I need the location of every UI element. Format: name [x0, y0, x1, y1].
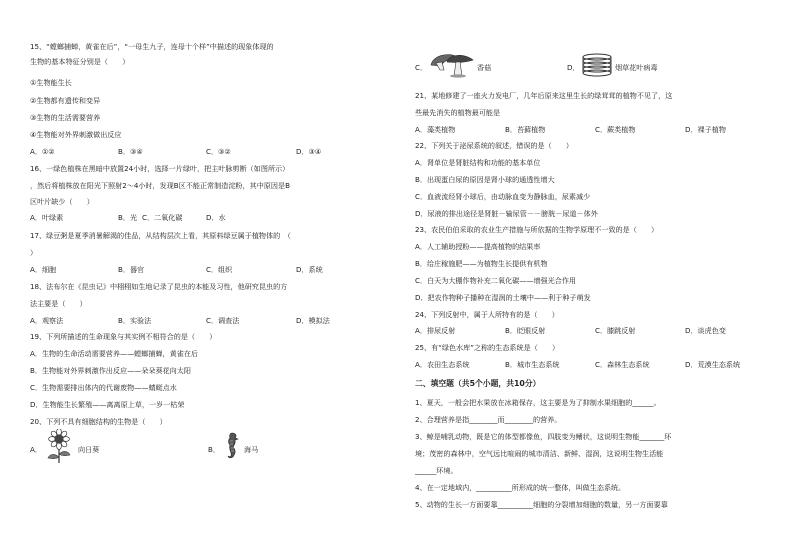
- q15-stem-line1: 15、“螳螂捕蝉，黄雀在后”，“一母生九子，连母十个样”中描述的现象体现的: [30, 42, 274, 51]
- q24-stem: 24、下列反射中，属于人所特有的是（ ）: [415, 310, 559, 319]
- q23-option-d[interactable]: D．把农作物种子播种在湿润的土壤中——利于种子萌发: [415, 293, 591, 302]
- blank-5: 5、动物的生长一方面要靠__________细胞的分裂增加细胞的数量，另一方面要靠: [415, 500, 668, 509]
- q20-option-b-letter[interactable]: B．: [208, 445, 220, 454]
- q15-option-c[interactable]: C．③②: [206, 147, 231, 156]
- q18-options: [30, 317, 400, 327]
- q16-options: [30, 214, 400, 224]
- q15-item-2: ②生物都有遗传和变异: [30, 96, 101, 105]
- q20-option-a-label[interactable]: 向日葵: [78, 445, 100, 454]
- mushroom-illustration: [429, 52, 475, 78]
- sunflower-illustration: [43, 429, 75, 463]
- left-column: [30, 0, 405, 550]
- q17-option-b[interactable]: B．器官: [118, 265, 145, 274]
- q24-option-a[interactable]: A．排尿反射: [415, 326, 456, 335]
- q16-line1: 16、一绿色植株在黑暗中放置24小时，选择一片绿叶，把主叶脉剪断（如图所示）: [30, 164, 290, 173]
- q24-option-d[interactable]: D．谈虎色变: [685, 326, 726, 335]
- seahorse-illustration: [224, 431, 240, 463]
- q21-option-b[interactable]: B．苔藓植物: [505, 125, 546, 134]
- q18-option-d[interactable]: D．模拟法: [296, 316, 330, 325]
- q15-item-1: ①生物能生长: [30, 78, 72, 87]
- q16-option-b[interactable]: B．光: [118, 213, 138, 222]
- q20-option-d-label[interactable]: 烟草花叶病毒: [615, 63, 658, 72]
- q20-stem: 20、下列不具有细胞结构的生物是（ ）: [30, 417, 167, 426]
- q22-option-a[interactable]: A．肾单位是肾脏结构和功能的基本单位: [415, 158, 541, 167]
- q20-option-c-label[interactable]: 香菇: [477, 63, 492, 72]
- blank-2: 2、合理营养是指________而________的营养。: [415, 415, 562, 424]
- q21-line1: 21、某地修建了一座火力发电厂，几年后原来这里生长的绿茸茸的植物不见了，这: [415, 91, 673, 100]
- q19-option-a[interactable]: A．生物的生命活动需要营养——螳螂捕蝉，黄雀在后: [30, 349, 199, 358]
- q17-line2: ）: [30, 248, 38, 257]
- q17-option-a[interactable]: A．细胞: [30, 265, 57, 274]
- q25-options: [415, 361, 785, 371]
- q16-option-c[interactable]: C．二氧化碳: [142, 213, 183, 222]
- q23-stem: 23、农民伯伯采取的农业生产措施与所依据的生物学原理不一致的是（ ）: [415, 225, 659, 234]
- q23-option-b[interactable]: B．给庄稼施肥——为植物生长提供有机物: [415, 259, 548, 268]
- q15-item-4: ④生物能对外界刺激做出反应: [30, 130, 122, 139]
- q22-option-c[interactable]: C．血液流经肾小球后，由动脉血变为静脉血，尿素减少: [415, 192, 591, 201]
- q21-line2: 些最先消失的植物最可能是: [415, 108, 501, 117]
- q21-option-c[interactable]: C．蕨类植物: [595, 125, 636, 134]
- q18-option-b[interactable]: B．实验法: [118, 316, 152, 325]
- tobacco-mosaic-virus-illustration: [581, 53, 613, 77]
- q23-option-c[interactable]: C．白天为大棚作物补充二氧化碳——增强光合作用: [415, 276, 577, 285]
- q17-options: [30, 266, 400, 276]
- q25-option-d[interactable]: D．荒漠生态系统: [685, 360, 741, 369]
- q25-option-c[interactable]: C．森林生态系统: [595, 360, 650, 369]
- q21-options: [415, 126, 785, 136]
- q25-stem: 25、有“绿色水库”之称的生态系统是（ ）: [415, 343, 560, 352]
- q15-options: [30, 148, 400, 158]
- q19-option-d[interactable]: D．生物能生长繁殖——离离原上草，一岁一枯荣: [30, 400, 185, 409]
- q22-option-b[interactable]: B．出现蛋白尿的原因是肾小球的通透性增大: [415, 175, 555, 184]
- q24-option-b[interactable]: B．眨眼反射: [505, 326, 546, 335]
- right-column: [415, 0, 790, 550]
- q19-stem: 19、下列所描述的生命现象与其实例不相符合的是（ ）: [30, 332, 217, 341]
- q15-option-b[interactable]: B．③④: [118, 147, 143, 156]
- q25-option-b[interactable]: B．城市生态系统: [505, 360, 560, 369]
- q15-option-a[interactable]: A．①②: [30, 147, 55, 156]
- q24-options: [415, 327, 785, 337]
- q20-option-b-label[interactable]: 海马: [244, 445, 259, 454]
- q25-option-a[interactable]: A．农田生态系统: [415, 360, 470, 369]
- q22-option-d[interactable]: D．尿液的排出途径是肾脏－输尿管－－膀胱－尿道－体外: [415, 209, 598, 218]
- q16-line3: 区叶片缺少（ ）: [30, 197, 94, 206]
- q24-option-c[interactable]: C．膝跳反射: [595, 326, 636, 335]
- q20-option-d-letter[interactable]: D．: [567, 63, 580, 72]
- q17-option-d[interactable]: D．系统: [296, 265, 323, 274]
- q18-option-a[interactable]: A．观察法: [30, 316, 64, 325]
- q15-stem-line2: 生物的基本特征分别是（ ）: [30, 57, 130, 66]
- blank-3-line3: ______环境。: [415, 466, 458, 475]
- q18-line1: 18、法布尔在《昆虫记》中栩栩如生地记录了昆虫的本能及习性，他研究昆虫的方: [30, 282, 288, 291]
- blank-1: 1、夏天，一般会把水果放在冰箱保存，这主要是为了抑制水果细胞的______。: [415, 398, 661, 407]
- section-2-title: 二、填空题（共5个小题，共10分）: [415, 379, 541, 388]
- q20-option-c-letter[interactable]: C．: [415, 63, 428, 72]
- q15-item-3: ③生物的生活需要营养: [30, 113, 101, 122]
- q19-option-b[interactable]: B．生物能对外界刺激作出反应——朵朵葵花向太阳: [30, 366, 191, 375]
- q15-option-d[interactable]: D．③④: [296, 147, 322, 156]
- q21-option-d[interactable]: D．裸子植物: [685, 125, 726, 134]
- q16-line2: ，然后将植株放在阳光下照射2～4小时，发现B区不能正常制造淀粉，其中原因是B: [30, 181, 290, 190]
- q23-option-a[interactable]: A．人工辅助授粉——提高植物的结果率: [415, 242, 541, 251]
- q17-option-c[interactable]: C．组织: [206, 265, 233, 274]
- q18-option-c[interactable]: C．调查法: [206, 316, 240, 325]
- blank-3-line2: 境；茂密的森林中，空气远比喧闹的城市清洁、新鲜、湿润，这说明生物生活能: [415, 449, 664, 458]
- blank-3-line1: 3、鲸是哺乳动物，既是它的体型都像鱼，四肢变为鳍状，这说明生物能_______环: [415, 432, 672, 441]
- q16-option-d[interactable]: D．水: [206, 213, 226, 222]
- blank-4: 4、在一定地域内，__________所形成的统一整体，叫做生态系统。: [415, 483, 626, 492]
- q21-option-a[interactable]: A．藻类植物: [415, 125, 456, 134]
- q17-line1: 17、绿豆粥是夏季消暑解渴的佳品，从结构层次上看，其原料绿豆属于植物体的 （: [30, 231, 291, 240]
- q20-option-a-letter[interactable]: A．: [30, 445, 42, 454]
- q18-line2: 法主要是（ ）: [30, 299, 87, 308]
- q22-stem: 22、下列关于泌尿系统的叙述，错误的是（ ）: [415, 141, 573, 150]
- q16-option-a[interactable]: A．叶绿素: [30, 213, 64, 222]
- q19-option-c[interactable]: C．生物需要排出体内的代谢废物——蜻蜓点水: [30, 383, 177, 392]
